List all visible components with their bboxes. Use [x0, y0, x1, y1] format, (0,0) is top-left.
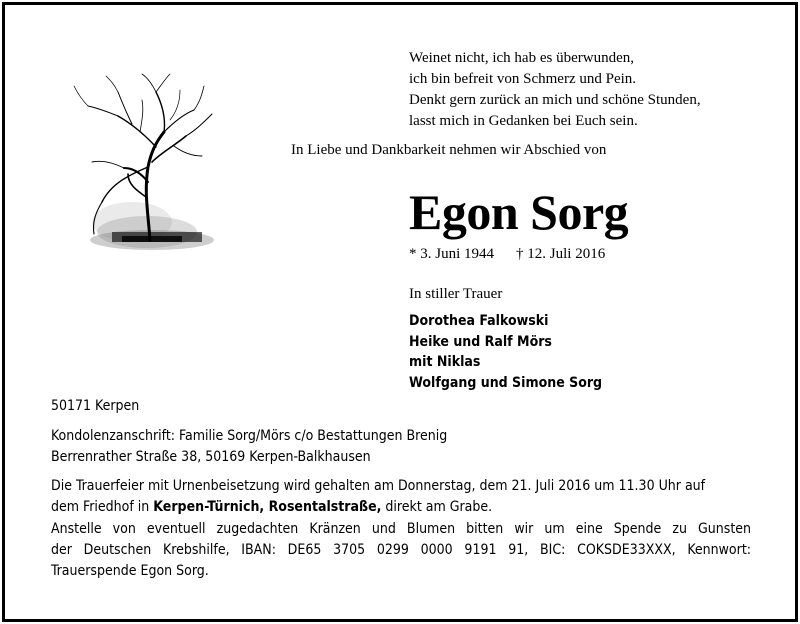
ceremony-text: dem Friedhof in	[51, 499, 154, 515]
poem-line: ich bin befreit von Schmerz und Pein.	[409, 71, 637, 87]
life-dates	[409, 246, 605, 263]
donation-line: Trauerspende Egon Sorg.	[51, 563, 209, 579]
mourner-name: Heike und Ralf Mörs	[409, 333, 552, 350]
mourner-list	[409, 311, 602, 393]
mourning-label: In stiller Trauer	[409, 286, 503, 302]
deceased-name: Egon Sorg	[409, 184, 629, 240]
poem	[409, 48, 701, 132]
poem-line: Weinet nicht, ich hab es überwunden,	[409, 50, 634, 66]
tree-illustration	[52, 72, 222, 262]
donation-line: der Deutschen Krebshilfe, IBAN: DE65 3705 0299 0000 9191 91, BIC: COKSDE33XXX, Kennwort:	[51, 542, 751, 558]
cemetery-location: Kerpen-Türnich, Rosentalstraße,	[153, 499, 382, 515]
condolence-line: Berrenrather Straße 38, 50169 Kerpen-Balkhausen	[51, 449, 371, 465]
donation-notice	[51, 519, 751, 582]
donation-line: Anstelle von eventuell zugedachten Kränzen und Blumen bitten wir um eine Spende zu Gunsten	[51, 521, 751, 537]
ceremony-text: direkt am Grabe.	[381, 499, 493, 515]
condolence-line: Kondolenzanschrift: Familie Sorg/Mörs c/o Bestattungen Brenig	[51, 428, 448, 444]
ceremony-notice	[51, 476, 751, 518]
poem-line: lasst mich in Gedanken bei Euch sein.	[409, 113, 638, 129]
mourner-name: Wolfgang und Simone Sorg	[409, 374, 603, 391]
mourner-name: mit Niklas	[409, 354, 481, 370]
farewell-intro: In Liebe und Dankbarkeit nehmen wir Abschied von	[291, 142, 607, 158]
city: 50171 Kerpen	[51, 398, 140, 414]
death-date: † 12. Juli 2016	[516, 246, 606, 262]
ceremony-line: Die Trauerfeier mit Urnenbeisetzung wird gehalten am Donnerstag, dem 21. Juli 2016 um 11.30 Uhr auf	[51, 478, 706, 494]
ceremony-line	[51, 497, 751, 518]
poem-line: Denkt gern zurück an mich und schöne Stunden,	[409, 92, 701, 108]
mourner-name: Dorothea Falkowski	[409, 313, 549, 329]
birth-date: * 3. Juni 1944	[409, 246, 495, 262]
condolence-address	[51, 426, 447, 468]
